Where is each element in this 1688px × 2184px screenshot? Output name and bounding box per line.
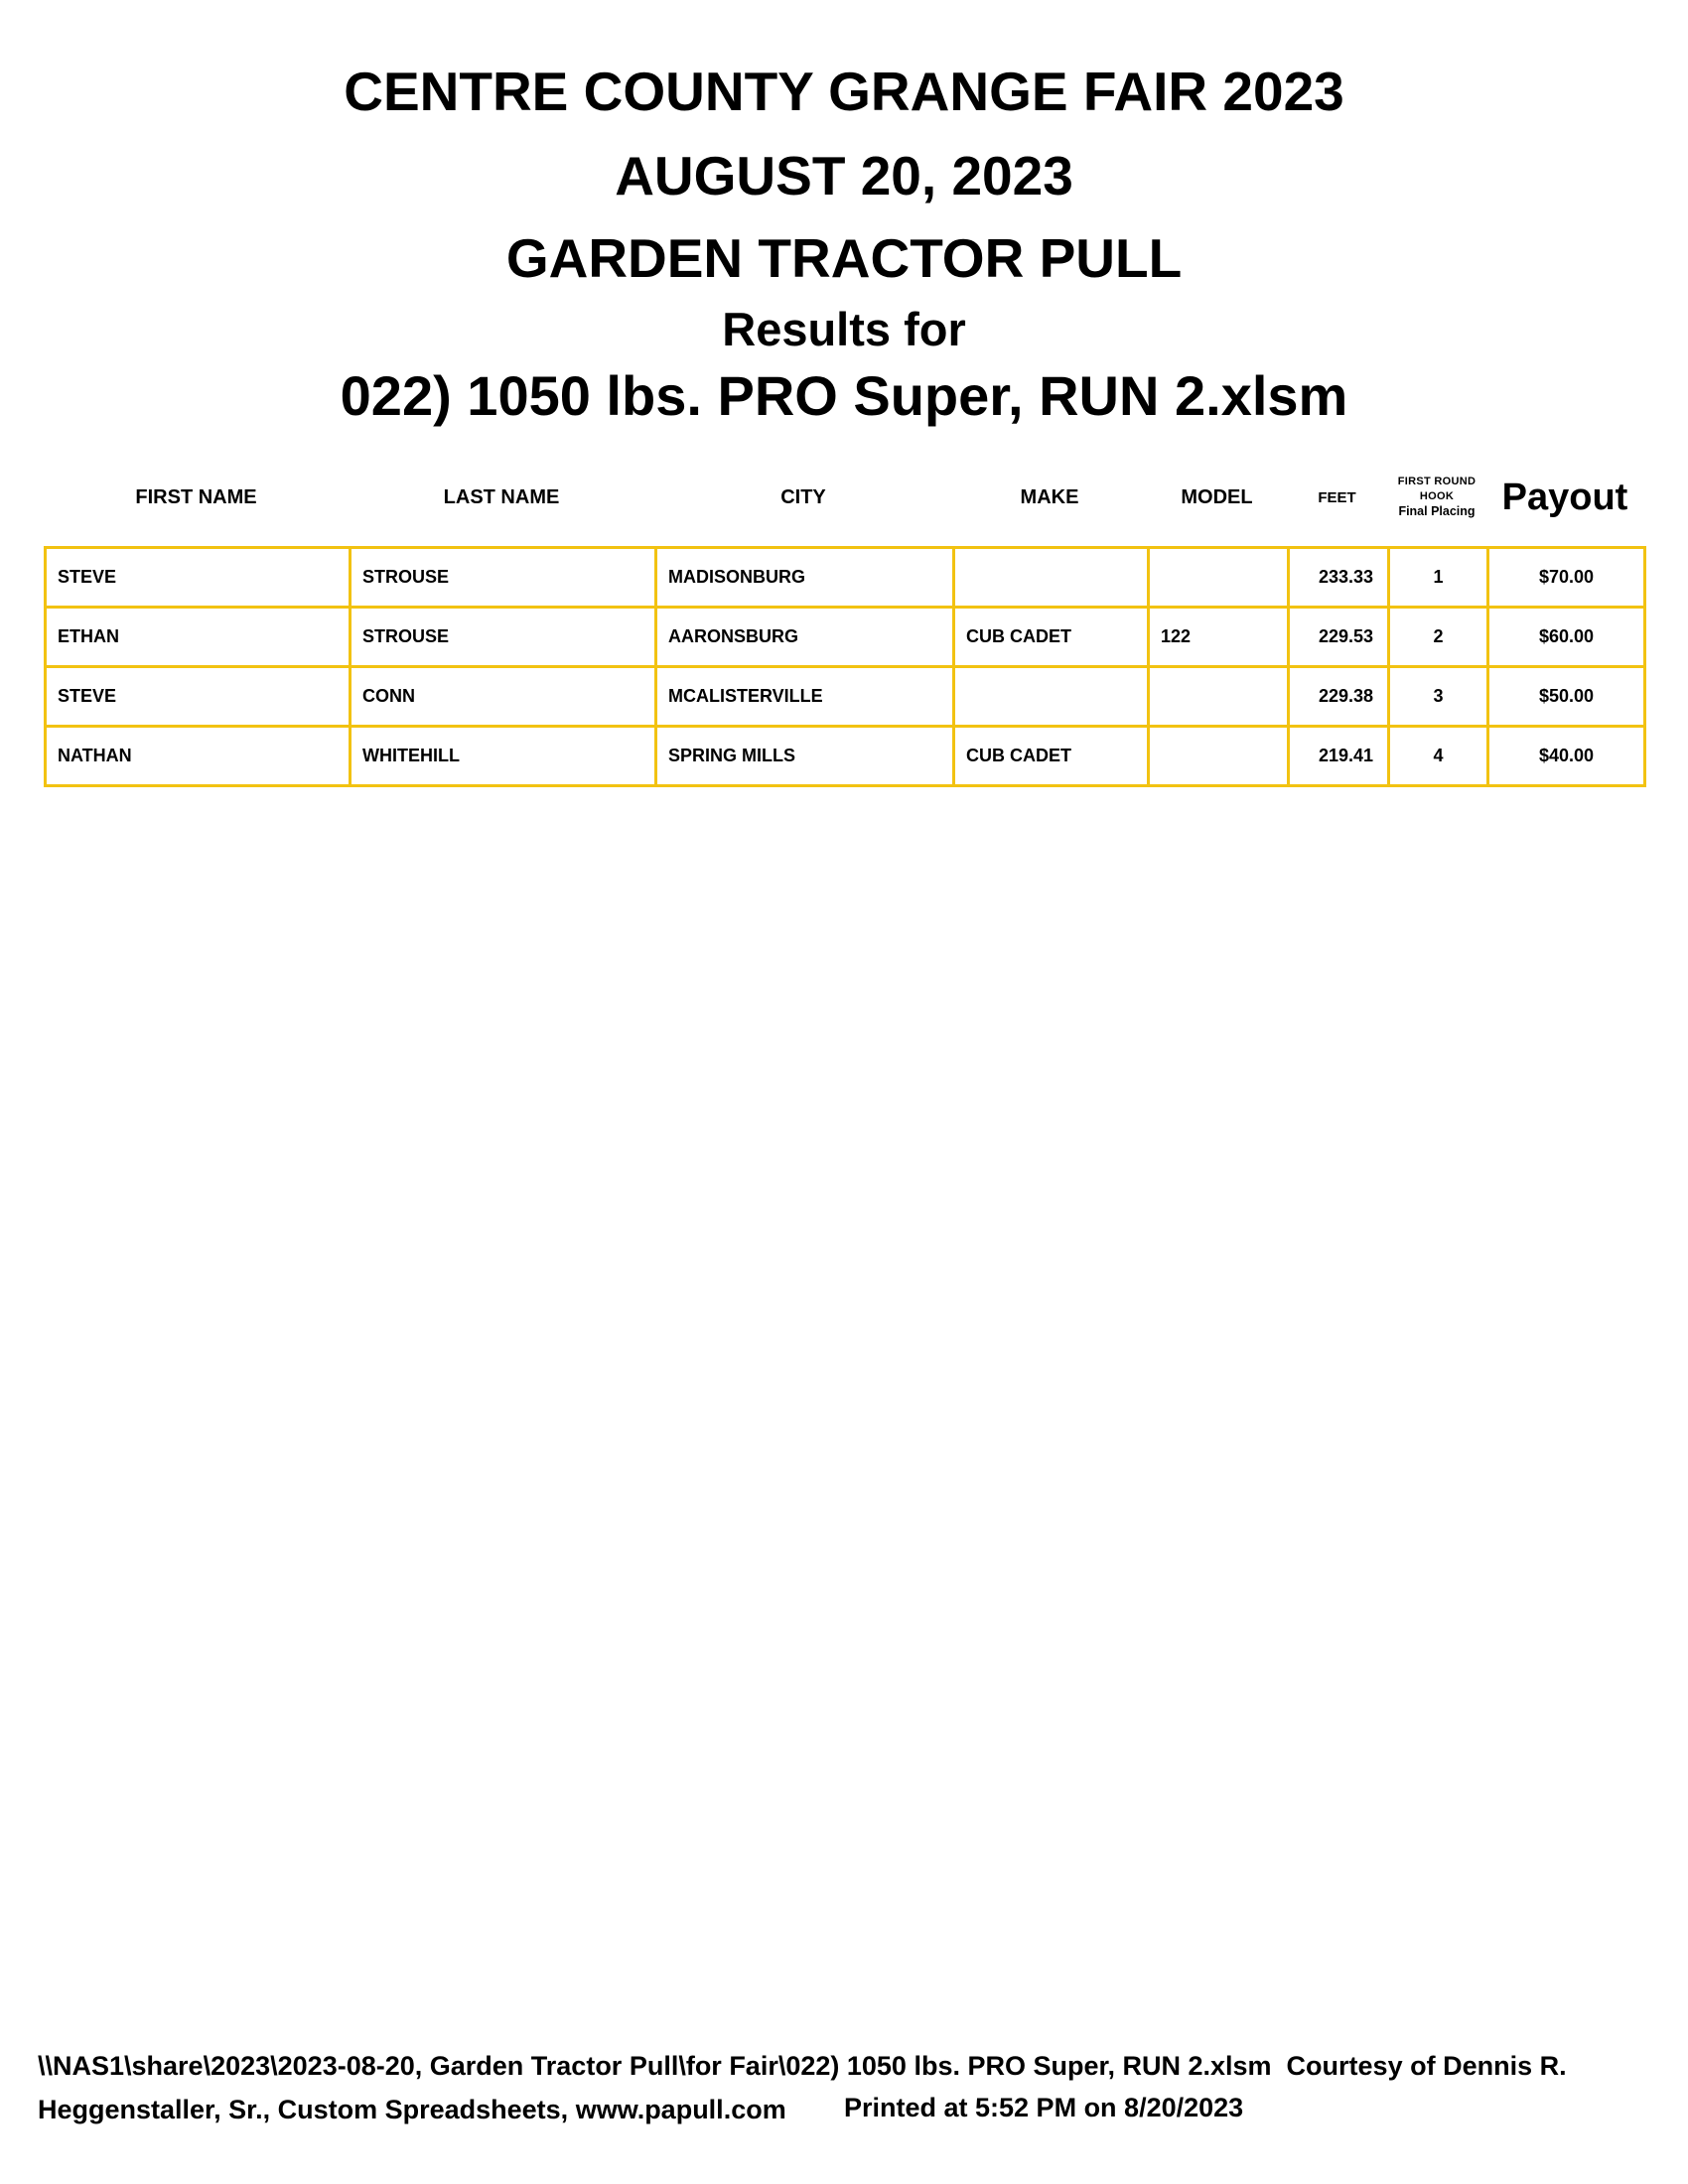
page-title-fair: CENTRE COUNTY GRANGE FAIR 2023 <box>344 61 1344 122</box>
page-title-class-file: 022) 1050 lbs. PRO Super, RUN 2.xlsm <box>340 364 1348 427</box>
col-header-feet: FEET <box>1318 488 1356 506</box>
table-row <box>46 608 1645 667</box>
cell-payout: $50.00 <box>1488 667 1645 727</box>
cell-first-name: STEVE <box>46 548 351 608</box>
cell-make <box>954 548 1149 608</box>
cell-city: MCALISTERVILLE <box>656 667 954 727</box>
cell-placing: 1 <box>1389 548 1488 608</box>
page-title-event: GARDEN TRACTOR PULL <box>505 227 1183 289</box>
col-header-payout: Payout <box>1501 476 1628 518</box>
cell-feet: 229.53 <box>1289 608 1389 667</box>
table-column-headers <box>44 455 1643 540</box>
cell-model <box>1149 548 1289 608</box>
cell-model: 122 <box>1149 608 1289 667</box>
cell-make <box>954 667 1149 727</box>
cell-city: AARONSBURG <box>656 608 954 667</box>
cell-model <box>1149 667 1289 727</box>
cell-city: SPRING MILLS <box>656 727 954 786</box>
cell-last-name: WHITEHILL <box>351 727 656 786</box>
col-header-make: MAKE <box>1020 485 1079 508</box>
footer-credit: Heggenstaller, Sr., Custom Spreadsheets, www.papull.com <box>38 2095 786 2124</box>
cell-feet: 233.33 <box>1289 548 1389 608</box>
cell-first-name: STEVE <box>46 667 351 727</box>
col-header-model: MODEL <box>1181 485 1253 508</box>
col-header-last-name: LAST NAME <box>443 485 560 508</box>
table-row <box>46 727 1645 786</box>
footer-file-path: \\NAS1\share\2023\2023-08-20, Garden Tractor Pull\for Fair\022) 1050 lbs. PRO Super, RUN 2.xlsm Courtesy of Dennis R. <box>38 2051 1567 2081</box>
cell-first-name: NATHAN <box>46 727 351 786</box>
col-header-first-name: FIRST NAME <box>135 485 257 508</box>
cell-feet: 229.38 <box>1289 667 1389 727</box>
hook-header-line1: FIRST ROUND <box>1397 475 1477 487</box>
cell-make: CUB CADET <box>954 608 1149 667</box>
col-header-hook-placing <box>1387 475 1486 521</box>
table-row <box>46 667 1645 727</box>
hook-header-line3: Final Placing <box>1398 504 1476 519</box>
cell-payout: $60.00 <box>1488 608 1645 667</box>
col-header-city: CITY <box>780 485 826 508</box>
cell-make: CUB CADET <box>954 727 1149 786</box>
hook-header-line2: HOOK <box>1419 489 1455 502</box>
cell-last-name: STROUSE <box>351 608 656 667</box>
cell-placing: 3 <box>1389 667 1488 727</box>
cell-first-name: ETHAN <box>46 608 351 667</box>
page-title-results-for: Results for <box>722 303 966 355</box>
cell-last-name: STROUSE <box>351 548 656 608</box>
cell-city: MADISONBURG <box>656 548 954 608</box>
cell-payout: $70.00 <box>1488 548 1645 608</box>
results-table <box>44 546 1646 787</box>
cell-last-name: CONN <box>351 667 656 727</box>
page-title-date: AUGUST 20, 2023 <box>615 145 1073 206</box>
cell-model <box>1149 727 1289 786</box>
cell-placing: 4 <box>1389 727 1488 786</box>
cell-payout: $40.00 <box>1488 727 1645 786</box>
table-row <box>46 548 1645 608</box>
cell-feet: 219.41 <box>1289 727 1389 786</box>
footer-printed-timestamp: Printed at 5:52 PM on 8/20/2023 <box>844 2093 1244 2122</box>
cell-placing: 2 <box>1389 608 1488 667</box>
